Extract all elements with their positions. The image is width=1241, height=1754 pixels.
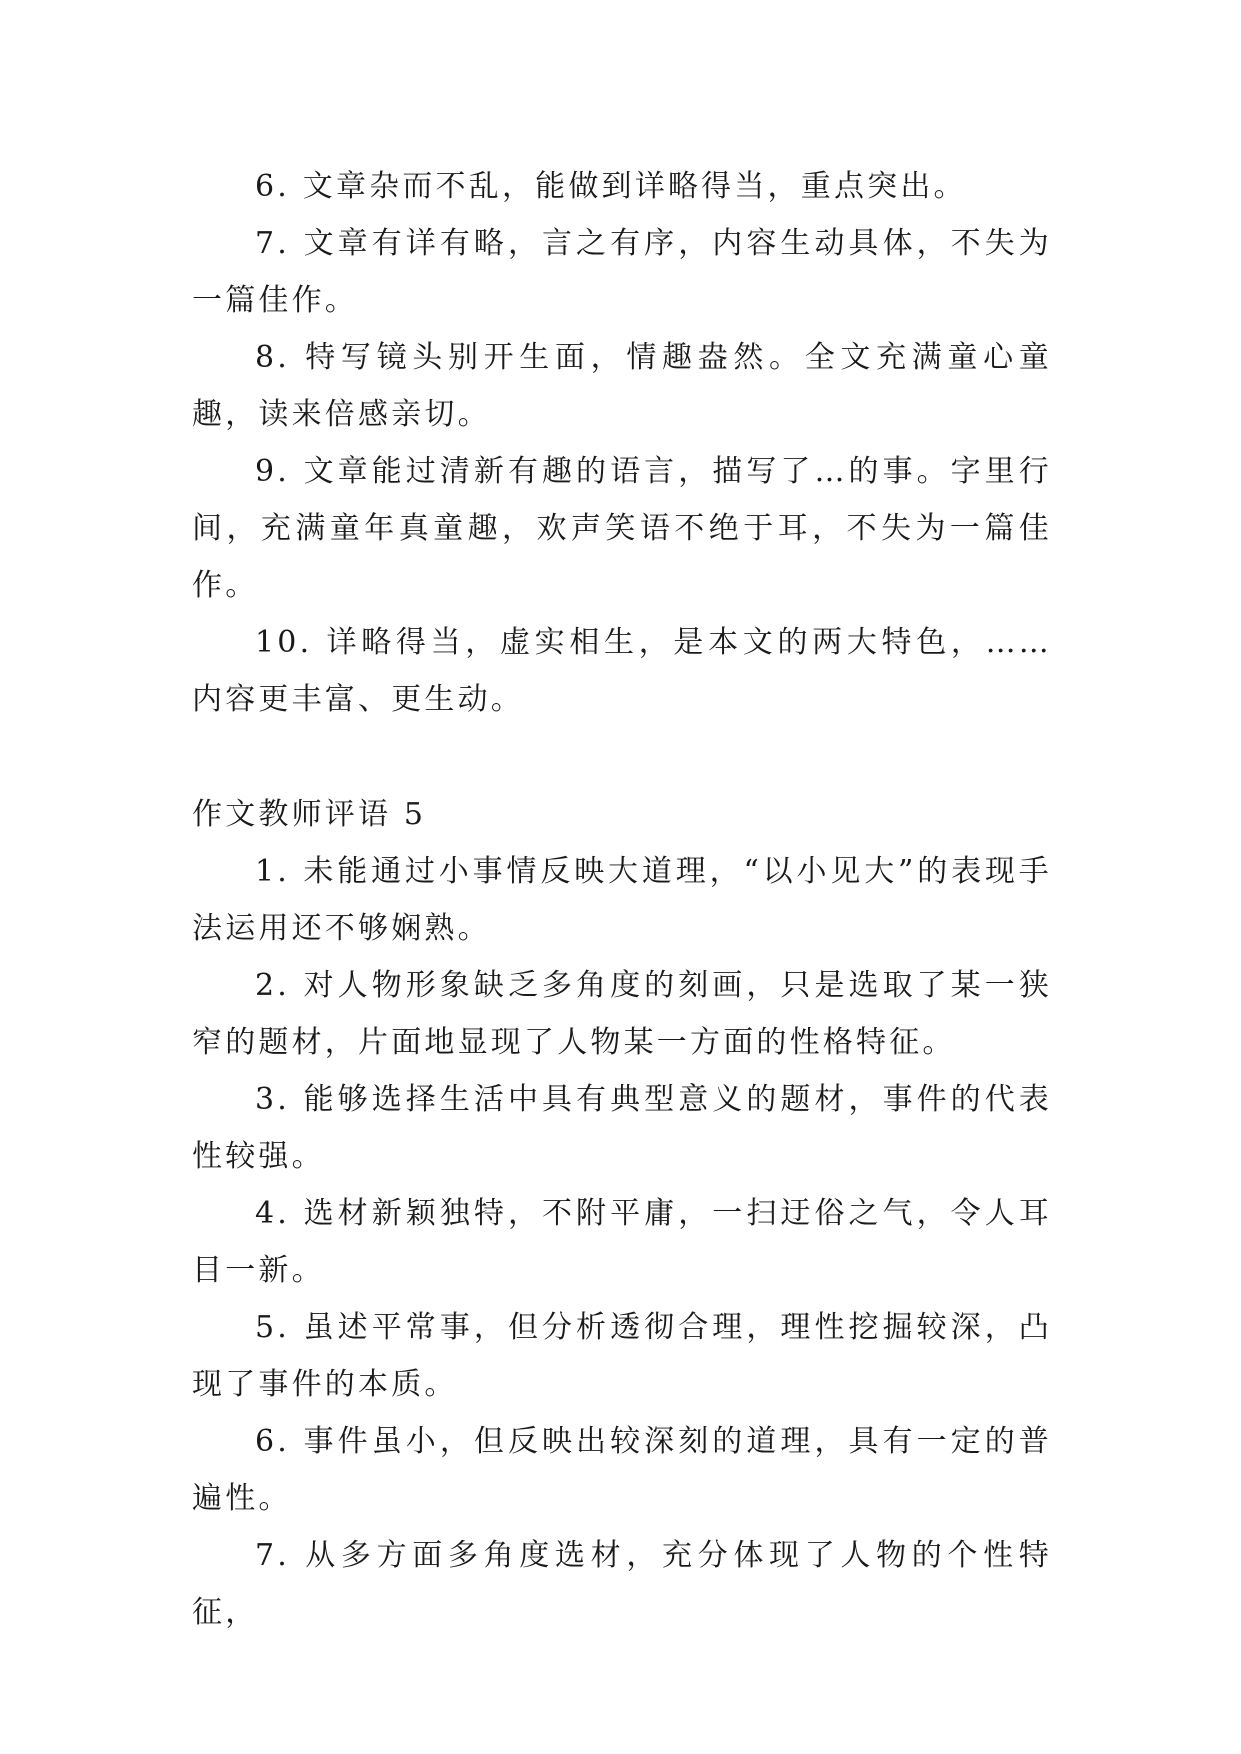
comment-item: 6. 文章杂而不乱，能做到详略得当，重点突出。	[255, 169, 967, 204]
comment-item: 1. 未能通过小事情反映大道理，“以小见大”的表现手法运用还不够娴熟。	[192, 854, 1052, 946]
comment-item: 8. 特写镜头别开生面，情趣盎然。全文充满童心童趣，读来倍感亲切。	[192, 340, 1052, 432]
comment-item: 3. 能够选择生活中具有典型意义的题材，事件的代表性较强。	[192, 1082, 1052, 1174]
comment-item: 2. 对人物形象缺乏多角度的刻画，只是选取了某一狭窄的题材，片面地显现了人物某一方面的性格特征。	[192, 968, 1052, 1060]
comment-item: 4. 选材新颖独特，不附平庸，一扫迂俗之气，令人耳目一新。	[192, 1196, 1052, 1288]
document-page	[192, 158, 1052, 1641]
comment-item: 6. 事件虽小，但反映出较深刻的道理，具有一定的普遍性。	[192, 1424, 1052, 1516]
comment-item: 7. 文章有详有略，言之有序，内容生动具体，不失为一篇佳作。	[192, 226, 1052, 318]
comment-item: 10. 详略得当，虚实相生，是本文的两大特色，……内容更丰富、更生动。	[192, 625, 1052, 717]
comment-item: 5. 虽述平常事，但分析透彻合理，理性挖掘较深，凸现了事件的本质。	[192, 1310, 1052, 1402]
section-title: 作文教师评语 5	[192, 797, 427, 832]
comment-item: 7. 从多方面多角度选材，充分体现了人物的个性特征，	[192, 1538, 1052, 1630]
comment-item: 9. 文章能过清新有趣的语言，描写了…的事。字里行间，充满童年真童趣，欢声笑语不绝于耳，不失为一篇佳作。	[192, 454, 1052, 603]
